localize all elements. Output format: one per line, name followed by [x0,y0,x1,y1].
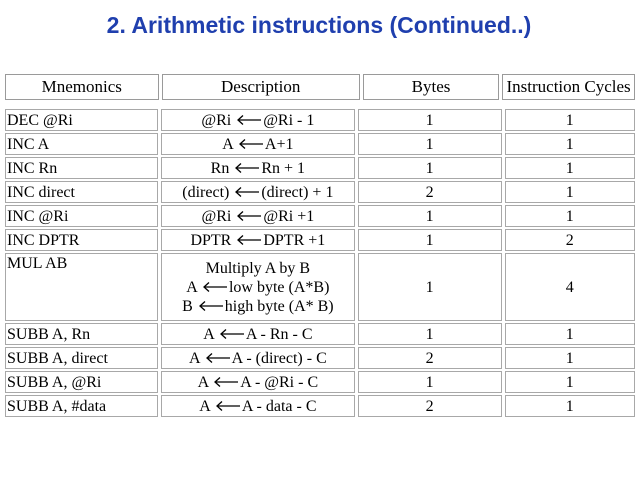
mnemonic-cell: SUBB A, #data [5,395,158,417]
left-arrow-icon [219,328,245,340]
mnemonic-cell: INC A [5,133,158,155]
mnemonic-cell: DEC @Ri [5,109,158,131]
table-row [5,347,635,369]
table-row [5,229,635,251]
cycles-cell: 1 [505,181,635,203]
table-header [2,74,638,100]
mnemonic-cell: INC @Ri [5,205,158,227]
mnemonic-cell: INC DPTR [5,229,158,251]
mnemonic-cell: INC direct [5,181,158,203]
left-arrow-icon [215,400,241,412]
description-cell [161,181,355,203]
table-row [5,109,635,131]
description-cell [161,253,355,321]
left-arrow-icon [234,162,260,174]
bytes-cell: 2 [358,395,502,417]
header-cycles: Instruction Cycles [502,74,635,100]
bytes-cell: 1 [358,157,502,179]
cycles-cell: 2 [505,229,635,251]
header-mnemonics: Mnemonics [5,74,159,100]
description-dest: Rn [210,159,230,177]
description-dest: @Ri [201,207,232,225]
mnemonic-cell: INC Rn [5,157,158,179]
bytes-cell: 1 [358,323,502,345]
table-row [5,205,635,227]
bytes-cell: 2 [358,347,502,369]
mnemonic-cell: MUL AB [5,253,158,321]
description-expr: A+1 [264,135,294,153]
description-dest: A [222,135,233,153]
bytes-cell: 1 [358,371,502,393]
bytes-cell: 1 [358,109,502,131]
description-expr: Rn + 1 [261,159,306,177]
bytes-cell: 1 [358,253,502,321]
mnemonic-cell: SUBB A, @Ri [5,371,158,393]
table-row [5,157,635,179]
left-arrow-icon [213,376,239,388]
description-line: Multiply A by B [205,259,311,277]
bytes-cell: 2 [358,181,502,203]
instruction-table [2,107,638,419]
cycles-cell: 1 [505,371,635,393]
table-row [5,371,635,393]
left-arrow-icon [202,281,228,293]
bytes-cell: 1 [358,133,502,155]
table-row [5,323,635,345]
description-dest: A [186,278,197,296]
description-dest: DPTR [190,231,232,249]
cycles-cell: 1 [505,205,635,227]
left-arrow-icon [236,234,262,246]
description-dest: @Ri [201,111,232,129]
description-cell [161,133,355,155]
description-dest: A [197,373,209,391]
description-cell [161,157,355,179]
left-arrow-icon [198,300,224,312]
mnemonic-cell: SUBB A, direct [5,347,158,369]
bytes-cell: 1 [358,205,502,227]
table-row [5,181,635,203]
bytes-cell: 1 [358,229,502,251]
cycles-cell: 1 [505,157,635,179]
cycles-cell: 1 [505,323,635,345]
description-expr: high byte (A* B) [224,297,334,315]
description-cell [161,109,355,131]
left-arrow-icon [234,186,260,198]
left-arrow-icon [238,138,264,150]
description-cell [161,323,355,345]
description-expr: (direct) + 1 [261,183,334,201]
table-row [5,395,635,417]
description-expr: A - data - C [241,397,317,415]
page-title: 2. Arithmetic instructions (Continued..) [106,12,532,38]
cycles-cell: 1 [505,109,635,131]
description-expr: DPTR +1 [263,231,326,249]
mnemonic-cell: SUBB A, Rn [5,323,158,345]
header-bytes: Bytes [363,74,499,100]
header-description: Description [162,74,360,100]
description-expr: @Ri - 1 [263,111,315,129]
cycles-cell: 4 [505,253,635,321]
left-arrow-icon [205,352,231,364]
description-cell [161,371,355,393]
description-expr: low byte (A*B) [228,278,330,296]
table-row [5,133,635,155]
description-cell [161,229,355,251]
left-arrow-icon [236,210,262,222]
cycles-cell: 1 [505,133,635,155]
table-row [5,253,635,321]
cycles-cell: 1 [505,395,635,417]
description-dest: B [182,297,193,315]
description-expr: A - (direct) - C [231,349,327,367]
description-dest: A [188,349,200,367]
description-cell [161,395,355,417]
description-dest: A [203,325,214,343]
description-cell [161,347,355,369]
description-cell [161,205,355,227]
cycles-cell: 1 [505,347,635,369]
left-arrow-icon [236,114,262,126]
description-expr: @Ri +1 [263,207,315,225]
description-expr: A - @Ri - C [240,373,319,391]
description-dest: (direct) [182,183,230,201]
description-expr: A - Rn - C [245,325,313,343]
description-dest: A [199,397,210,415]
